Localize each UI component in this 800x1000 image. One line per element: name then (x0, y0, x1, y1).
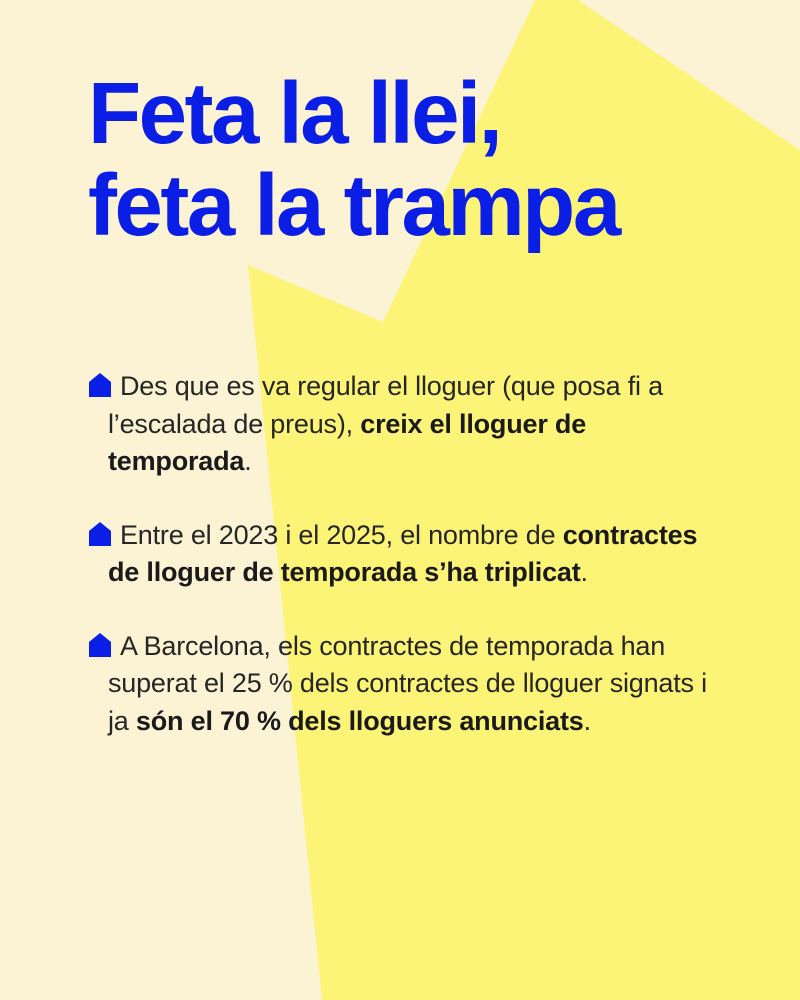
point-highlight: són el 70 % dels lloguers anunciats (135, 705, 584, 736)
house-icon (88, 521, 112, 547)
house-icon (88, 372, 112, 398)
point-end: . (583, 705, 591, 736)
house-icon (88, 632, 112, 658)
point-list (88, 368, 728, 776)
list-item (88, 368, 728, 481)
list-item (88, 628, 728, 741)
point-end: . (244, 446, 252, 476)
point-text: A Barcelona, els contractes de temporada han superat el 25 % dels contractes de lloguer signats i ja (108, 630, 707, 736)
point-end: . (580, 557, 588, 587)
point-text: Entre el 2023 i el 2025, el nombre de (120, 519, 563, 550)
list-item (88, 517, 728, 592)
point-text: Des que es va regular el lloguer (que posa fi a l’escalada de preus), (108, 371, 663, 439)
title-line-1: Feta la llei, (88, 65, 501, 162)
title-line-2: feta la trampa (88, 157, 619, 254)
point-highlight: contractes de lloguer de temporada s’ha triplicat (108, 519, 698, 587)
page-title (88, 65, 619, 254)
point-highlight: creix el lloguer de temporada (108, 408, 587, 476)
